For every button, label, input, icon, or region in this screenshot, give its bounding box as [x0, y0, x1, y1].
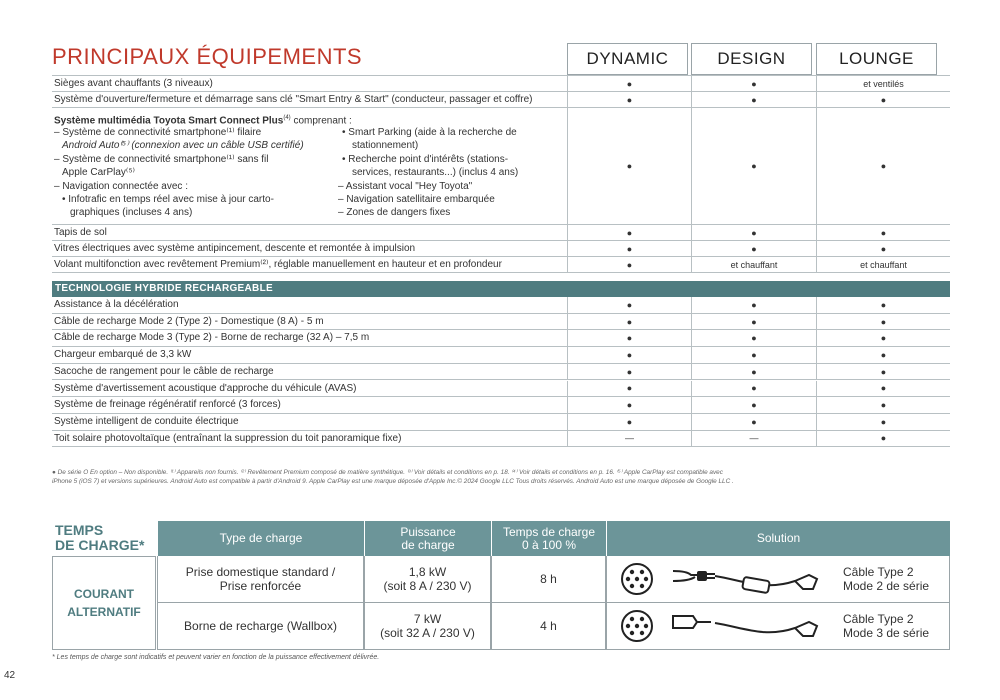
multimedia-left-line: • Infotrafic en temps réel avec mise à jour carto-: [62, 194, 274, 206]
cell-dynamic: ●: [567, 297, 691, 313]
phev-row: [52, 381, 950, 398]
page-number: 42: [4, 670, 16, 681]
row-label: Système intelligent de conduite électrique: [54, 415, 239, 427]
charge-cell-solution: [606, 556, 950, 603]
phev-row: [52, 330, 950, 347]
cell-design: ●: [691, 330, 816, 346]
row-label: Chargeur embarqué de 3,3 kW: [54, 349, 192, 361]
multimedia-right-line: – Navigation satellitaire embarquée: [338, 194, 495, 206]
multimedia-left-line: Android Auto⁽⁵⁾ (connexion avec un câble USB certifié): [62, 140, 304, 152]
phev-row: [52, 364, 950, 381]
cell-lounge: ●: [816, 297, 950, 313]
ac-line-2: ALTERNATIF: [67, 605, 141, 619]
cell-dynamic: ●: [567, 257, 691, 272]
cell-design: —: [691, 431, 816, 447]
section-title-phev: TECHNOLOGIE HYBRIDE RECHARGEABLE: [52, 281, 950, 297]
cell-dynamic: ●: [567, 397, 691, 413]
row-label: Assistance à la décélération: [54, 299, 179, 310]
charge-title-line-2: DE CHARGE*: [55, 537, 145, 553]
multimedia-heading-suffix: comprenant :: [290, 115, 352, 127]
phev-row: [52, 397, 950, 414]
cell-lounge: ●: [816, 431, 950, 447]
cell-lounge: ●: [816, 347, 950, 363]
multimedia-left-line: – Système de connectivité smartphone⁽¹⁾ filaire: [54, 127, 262, 138]
cell-dynamic: ●: [567, 241, 691, 256]
header-time: Temps de charge 0 à 100 %: [491, 521, 606, 556]
charge-cell-solution: [606, 603, 950, 650]
equipment-row: [52, 225, 950, 241]
row-label: Système d'avertissement acoustique d'approche du véhicule (AVAS): [54, 382, 357, 394]
phev-row: [52, 297, 950, 314]
cell-design: ●: [691, 397, 816, 413]
tier-design: DESIGN: [691, 43, 812, 75]
cell-dynamic: ●: [567, 330, 691, 346]
row-label: Toit solaire photovoltaïque (entraînant la suppression du toit panoramique fixe): [54, 432, 402, 444]
cell-design: ●: [691, 92, 816, 107]
charge-title-line-1: TEMPS: [55, 522, 104, 538]
multimedia-left-line: – Système de connectivité smartphone⁽¹⁾ sans fil: [54, 153, 269, 165]
row-label: Vitres électriques avec système antipincement, descente et remontée à impulsion: [54, 243, 416, 254]
row-label: Sacoche de rangement pour le câble de recharge: [54, 365, 274, 377]
cell-dynamic: ●: [567, 364, 691, 380]
cell-design: ●: [691, 364, 816, 380]
row-label: Câble de recharge Mode 3 (Type 2) - Borne de recharge (32 A) – 7,5 m: [54, 332, 370, 344]
cell-dynamic: —: [567, 431, 691, 447]
cell-lounge: ●: [816, 241, 950, 256]
multimedia-right-line: • Smart Parking (aide à la recherche de: [342, 127, 517, 138]
page-title: PRINCIPAUX ÉQUIPEMENTS: [52, 44, 363, 69]
equipment-row: [52, 241, 950, 257]
phev-row: [52, 414, 950, 431]
charge-cell-time: 4 h: [491, 603, 606, 650]
equipment-row: [52, 76, 950, 92]
row-label: Système de freinage régénératif renforcé (3 forces): [54, 399, 281, 411]
cell-dynamic: ●: [567, 108, 691, 224]
header-solution: Solution: [606, 521, 950, 556]
row-label: Système d'ouverture/fermeture et démarrage sans clé "Smart Entry & Start" (conducteur, passager et coffre): [54, 94, 533, 105]
cell-design: ●: [691, 381, 816, 397]
cell-design: ●: [691, 297, 816, 313]
multimedia-left-line: Apple CarPlay⁽⁵⁾: [62, 167, 135, 179]
multimedia-left-line: – Navigation connectée avec :: [54, 180, 188, 192]
solution-text: Câble Type 2 Mode 3 de série: [843, 612, 930, 640]
footnote: * Les temps de charge sont indicatifs et peuvent varier en fonction de la puissance effectivement délivrée.: [52, 654, 380, 661]
row-label: Sièges avant chauffants (3 niveaux): [54, 78, 213, 89]
charge-cell-power: 7 kW (soit 32 A / 230 V): [364, 603, 491, 650]
legend: [52, 468, 952, 486]
cell-lounge: ●: [816, 414, 950, 430]
row-label: Volant multifonction avec revêtement Premium⁽²⁾, réglable manuellement en hauteur et en profondeur: [54, 259, 502, 270]
phev-row: [52, 431, 950, 448]
cell-dynamic: ●: [567, 414, 691, 430]
cell-lounge: et chauffant: [816, 257, 950, 272]
charge-cell-type: Prise domestique standard / Prise renforcée: [157, 556, 364, 603]
cell-design: ●: [691, 241, 816, 256]
header-power: Puissance de charge: [364, 521, 491, 556]
cell-lounge: ●: [816, 330, 950, 346]
cell-lounge: ●: [816, 364, 950, 380]
cell-design: ●: [691, 414, 816, 430]
charge-cell-power: 1,8 kW (soit 8 A / 230 V): [364, 556, 491, 603]
charge-cell-time: 8 h: [491, 556, 606, 603]
cell-lounge: ●: [816, 225, 950, 240]
tier-dynamic: DYNAMIC: [567, 43, 688, 75]
equipment-row: [52, 257, 950, 273]
cell-dynamic: ●: [567, 347, 691, 363]
cell-lounge: ●: [816, 314, 950, 330]
phev-row: [52, 347, 950, 364]
tier-lounge: LOUNGE: [816, 43, 937, 75]
cell-dynamic: ●: [567, 76, 691, 91]
cell-design: ●: [691, 347, 816, 363]
row-label: Tapis de sol: [54, 227, 107, 238]
ac-line-1: COURANT: [73, 587, 134, 601]
cell-lounge: ●: [816, 108, 950, 224]
cell-design: ●: [691, 314, 816, 330]
cell-lounge: ●: [816, 397, 950, 413]
cell-lounge: ●: [816, 92, 950, 107]
cell-design: ●: [691, 108, 816, 224]
multimedia-heading-sup: (4): [283, 115, 291, 121]
charging-cable-icon: [615, 559, 837, 599]
cell-design: et chauffant: [691, 257, 816, 272]
multimedia-right-line: services, restaurants...) (inclus 4 ans): [352, 167, 519, 179]
legend-line-1: ● De série O En option – Non disponible. ⁽¹⁾ Appareils non fournis. ⁽²⁾ Revêtement Premium composé de matière synthétique. ⁽³⁾ Voir détails et conditions en p. 18. ⁽⁴⁾ Voir détails et conditions en p. 16. ⁽⁵⁾ Apple CarPlay est compatible avec: [52, 469, 723, 476]
cell-dynamic: ●: [567, 381, 691, 397]
solution-text: Câble Type 2 Mode 2 de série: [843, 565, 930, 593]
multimedia-right-line: • Recherche point d'intérêts (stations-: [342, 153, 509, 165]
ac-label: [52, 556, 156, 650]
charge-table-title: [55, 523, 144, 553]
cell-lounge: et ventilés: [816, 76, 950, 91]
multimedia-left-line: graphiques (incluses 4 ans): [70, 207, 193, 219]
charge-cell-type: Borne de recharge (Wallbox): [157, 603, 364, 650]
row-label: Câble de recharge Mode 2 (Type 2) - Domestique (8 A) - 5 m: [54, 315, 324, 327]
charging-cable-icon: [615, 606, 837, 646]
header-type: Type de charge: [157, 521, 364, 556]
multimedia-right-line: – Zones de dangers fixes: [338, 207, 451, 219]
multimedia-right-line: – Assistant vocal "Hey Toyota": [338, 180, 473, 192]
cell-design: ●: [691, 225, 816, 240]
equipment-row-multimedia: [52, 108, 950, 225]
cell-design: ●: [691, 76, 816, 91]
cell-lounge: ●: [816, 381, 950, 397]
multimedia-right-line: stationnement): [352, 140, 419, 152]
phev-row: [52, 314, 950, 331]
cell-dynamic: ●: [567, 314, 691, 330]
legend-line-2: iPhone 5 (iOS 7) et versions supérieures. Android Auto est compatible à partir d'Android 9. Apple CarPlay est une marque déposée d'Apple Inc.© 2024 Google LLC Tous droits réservés. Android Auto est une marque déposée de Google LLC .: [52, 478, 734, 485]
equipment-row: [52, 92, 950, 108]
cell-dynamic: ●: [567, 92, 691, 107]
multimedia-heading: Système multimédia Toyota Smart Connect Plus: [54, 115, 284, 127]
cell-dynamic: ●: [567, 225, 691, 240]
